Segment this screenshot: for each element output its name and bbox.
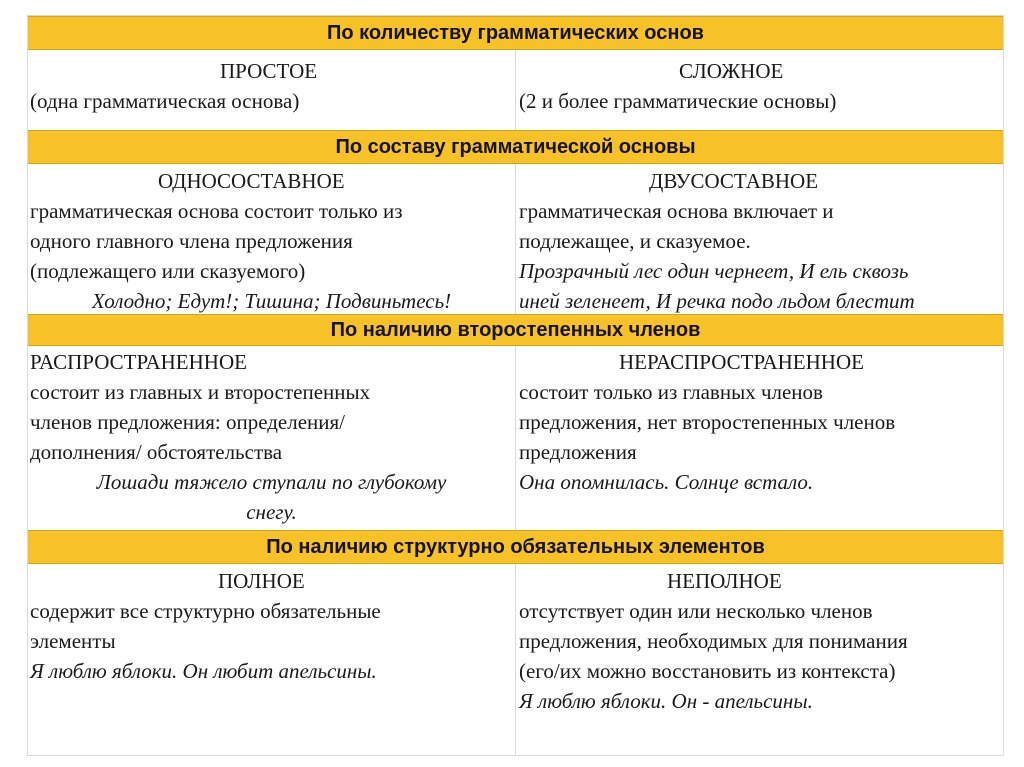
cell-two-part xyxy=(515,164,1003,328)
cell-text-line: членов предложения: определения/ xyxy=(30,410,346,434)
cell-example-line: Я люблю яблоки. Он любит апельсины. xyxy=(30,659,377,683)
section-header-text: По составу грамматической основы xyxy=(335,135,696,158)
cell-text-line: грамматическая основа состоит только из xyxy=(30,199,403,223)
cell-example-line: Она опомнилась. Солнце встало. xyxy=(519,470,814,494)
cell-extended xyxy=(28,346,515,546)
section-row-mandatory-elements xyxy=(28,564,1003,755)
cell-text-line: (подлежащего или сказуемого) xyxy=(30,259,306,283)
section-header-text: По наличию второстепенных членов xyxy=(330,318,701,341)
section-header-secondary-members xyxy=(28,314,1003,346)
cell-title-incomplete: НЕПОЛНОЕ xyxy=(667,569,782,593)
cell-example-line: Я люблю яблоки. Он - апельсины. xyxy=(519,689,813,713)
cell-text-line: предложения, нет второстепенных членов xyxy=(519,410,896,434)
cell-text-line: (его/их можно восстановить из контекста) xyxy=(519,659,896,683)
cell-simple xyxy=(28,50,515,130)
cell-title-simple: ПРОСТОЕ xyxy=(220,59,318,83)
cell-text-line: подлежащее, и сказуемое. xyxy=(519,229,751,253)
section-header-grammatical-bases xyxy=(28,16,1003,50)
cell-example-line: Холодно; Едут!; Тишина; Подвиньтесь! xyxy=(91,289,452,313)
cell-text-line: одного главного члена предложения xyxy=(30,229,353,253)
cell-text-line: предложения, необходимых для понимания xyxy=(519,629,908,653)
cell-title-two-part: ДВУСОСТАВНОЕ xyxy=(649,169,819,193)
cell-text-line: предложения xyxy=(519,440,637,464)
cell-text-line: состоит только из главных членов xyxy=(519,380,823,404)
section-header-mandatory-elements xyxy=(28,530,1003,564)
cell-complete xyxy=(28,564,515,755)
cell-text-line: содержит все структурно обязательные xyxy=(30,599,381,623)
cell-text-line: элементы xyxy=(30,629,116,653)
cell-text-line: дополнения/ обстоятельства xyxy=(30,440,283,464)
section-header-base-composition xyxy=(28,130,1003,164)
cell-example-line: снегу. xyxy=(246,500,297,524)
cell-one-part xyxy=(28,164,515,328)
cell-example-line: Лошади тяжело ступали по глубокому xyxy=(96,470,447,494)
section-row-grammatical-bases xyxy=(28,50,1003,130)
section-header-text: По количеству грамматических основ xyxy=(327,21,704,44)
cell-complex xyxy=(515,50,1003,130)
cell-title-non-extended: НЕРАСПРОСТРАНЕННОЕ xyxy=(619,350,864,374)
section-row-secondary-members xyxy=(28,346,1003,546)
classification-table xyxy=(27,15,1004,756)
cell-title-extended: РАСПРОСТРАНЕННОЕ xyxy=(30,350,247,374)
cell-text-line: отсутствует один или несколько членов xyxy=(519,599,873,623)
cell-title-complex: СЛОЖНОЕ xyxy=(679,59,784,83)
cell-title-one-part: ОДНОСОСТАВНОЕ xyxy=(158,169,345,193)
cell-title-complete: ПОЛНОЕ xyxy=(218,569,305,593)
cell-non-extended xyxy=(515,346,1003,546)
cell-example-line: Прозрачный лес один чернеет, И ель сквозь xyxy=(519,259,909,283)
cell-example-line: иней зеленеет, И речка подо льдом блестит xyxy=(519,289,915,313)
cell-text-line: грамматическая основа включает и xyxy=(519,199,834,223)
cell-text-line: (2 и более грамматические основы) xyxy=(519,89,837,113)
cell-incomplete xyxy=(515,564,1003,755)
cell-text-line: состоит из главных и второстепенных xyxy=(30,380,371,404)
cell-text-line: (одна грамматическая основа) xyxy=(30,89,300,113)
section-header-text: По наличию структурно обязательных элементов xyxy=(266,535,765,558)
section-row-base-composition xyxy=(28,164,1003,328)
